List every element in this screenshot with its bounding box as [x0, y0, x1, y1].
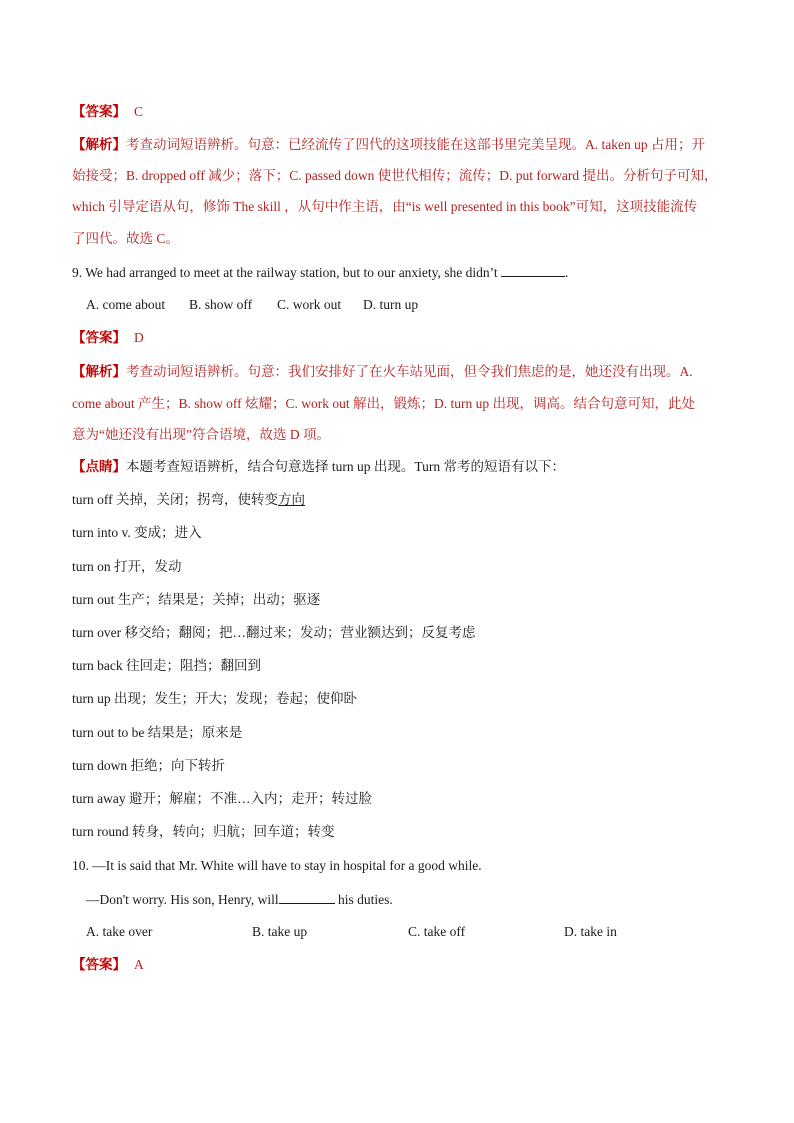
q10-stem-end: his duties.	[334, 892, 393, 907]
phrase-item	[72, 557, 722, 577]
phrase-term: turn out	[72, 592, 115, 607]
phrase-item	[72, 656, 722, 676]
phrase-item	[72, 723, 722, 743]
analysis-label: 【解析】	[72, 364, 126, 379]
phrase-meaning-underlined: 方向	[278, 492, 305, 507]
option-b: B. take up	[252, 924, 308, 939]
q8-analysis-line-2: 始接受；B. dropped off 减少；落下；C. passed down 使世代相传；流传；D. put forward 提出。分析句子可知，	[72, 168, 718, 183]
phrase-meaning: 拒绝；向下转折	[130, 758, 225, 773]
option-a: A. come about	[86, 297, 166, 312]
tip-text: 本题考查短语辨析，结合句意选择 turn up 出现。Turn 常考的短语有以下：	[126, 459, 566, 474]
option-b: B. show off	[189, 297, 253, 312]
answer-label: 【答案】	[72, 957, 126, 972]
phrase-term: turn round	[72, 824, 129, 839]
option-d: D. turn up	[363, 297, 419, 312]
phrase-term: turn on	[72, 559, 111, 574]
phrase-meaning: 出现；发生；开大；发现；卷起；使仰卧	[114, 691, 357, 706]
q9-analysis-line-1	[72, 362, 722, 382]
q10-options	[86, 922, 722, 942]
phrase-item	[72, 689, 722, 709]
phrase-meaning: 避开；解雇；不准…入内；走开；转过脸	[128, 791, 372, 806]
phrase-item	[72, 490, 722, 510]
phrase-meaning: 转身，转向；归航；回车道；转变	[132, 824, 335, 839]
phrase-meaning: 生产；结果是；关掉；出动；驱逐	[117, 592, 321, 607]
q8-analysis-line-4: 了四代。故选 C。	[72, 231, 179, 246]
phrase-meaning: 打开，发动	[114, 559, 182, 574]
tip-label: 【点睛】	[72, 459, 126, 474]
phrase-term: turn down	[72, 758, 128, 773]
q10-stem-line-2	[86, 889, 722, 910]
q9-options	[86, 295, 722, 315]
analysis-label: 【解析】	[72, 137, 126, 152]
q10-stem-text: —Don't worry. His son, Henry, will	[86, 892, 279, 907]
phrase-item	[72, 590, 722, 610]
q8-analysis-line-3: which 引导定语从句，修饰 The skill ，从句中作主语，由“is well presented in this book”可知，这项技能流传	[72, 199, 698, 214]
phrase-meaning: 变成；进入	[134, 525, 202, 540]
phrase-meaning: 关掉，关闭；拐弯，使转变	[116, 492, 278, 507]
phrase-meaning: 结果是；原来是	[147, 725, 243, 740]
phrase-term: turn up	[72, 691, 111, 706]
phrase-term: turn off	[72, 492, 113, 507]
q8-analysis-line-1	[72, 135, 722, 155]
q9-answer-line	[72, 328, 722, 348]
phrase-meaning: 移交给；翻阅；把…翻过来；发动；营业额达到；反复考虑	[124, 625, 476, 640]
phrase-item	[72, 822, 722, 842]
analysis-text: 考查动词短语辨析。句意：我们安排好了在火车站见面，但令我们焦虑的是，她还没有出现。A.	[126, 364, 693, 379]
option-a: A. take over	[86, 924, 153, 939]
q9-stem-text: 9. We had arranged to meet at the railway station, but to our anxiety, she didn’t	[72, 265, 502, 280]
answer-blank	[501, 262, 565, 277]
phrase-term: turn out to be	[72, 725, 145, 740]
answer-label: 【答案】	[72, 104, 126, 119]
q9-analysis-line-3: 意为“她还没有出现”符合语境，故选 D 项。	[72, 427, 330, 442]
phrase-item	[72, 523, 722, 543]
answer-value: A	[134, 957, 144, 972]
phrase-term: turn into v.	[72, 525, 131, 540]
q9-analysis-line-2: come about 产生；B. show off 炫耀；C. work out 解出，锻炼；D. turn up 出现，调高。结合句意可知，此处	[72, 396, 695, 411]
phrase-item	[72, 756, 722, 776]
phrase-term: turn over	[72, 625, 122, 640]
phrase-item	[72, 789, 722, 809]
answer-blank	[279, 889, 335, 904]
option-d: D. take in	[564, 924, 617, 939]
q9-tip-line	[72, 457, 722, 477]
q10-answer-line	[72, 955, 722, 975]
answer-label: 【答案】	[72, 330, 126, 345]
q8-answer-line	[72, 102, 722, 122]
q9-stem-end: .	[565, 265, 569, 280]
phrase-term: turn away	[72, 791, 126, 806]
phrase-term: turn back	[72, 658, 123, 673]
analysis-text: 考查动词短语辨析。句意：已经流传了四代的这项技能在这部书里完美呈现。A. taken up 占用；开	[126, 137, 705, 152]
phrase-meaning: 往回走；阻挡；翻回到	[125, 658, 261, 673]
option-c: C. take off	[408, 924, 466, 939]
answer-value: C	[134, 104, 144, 119]
answer-value: D	[134, 330, 144, 345]
option-c: C. work out	[277, 297, 342, 312]
q10-stem-line-1: 10. —It is said that Mr. White will have to stay in hospital for a good while.	[72, 858, 482, 873]
phrase-item	[72, 623, 722, 643]
q9-stem	[72, 262, 722, 283]
